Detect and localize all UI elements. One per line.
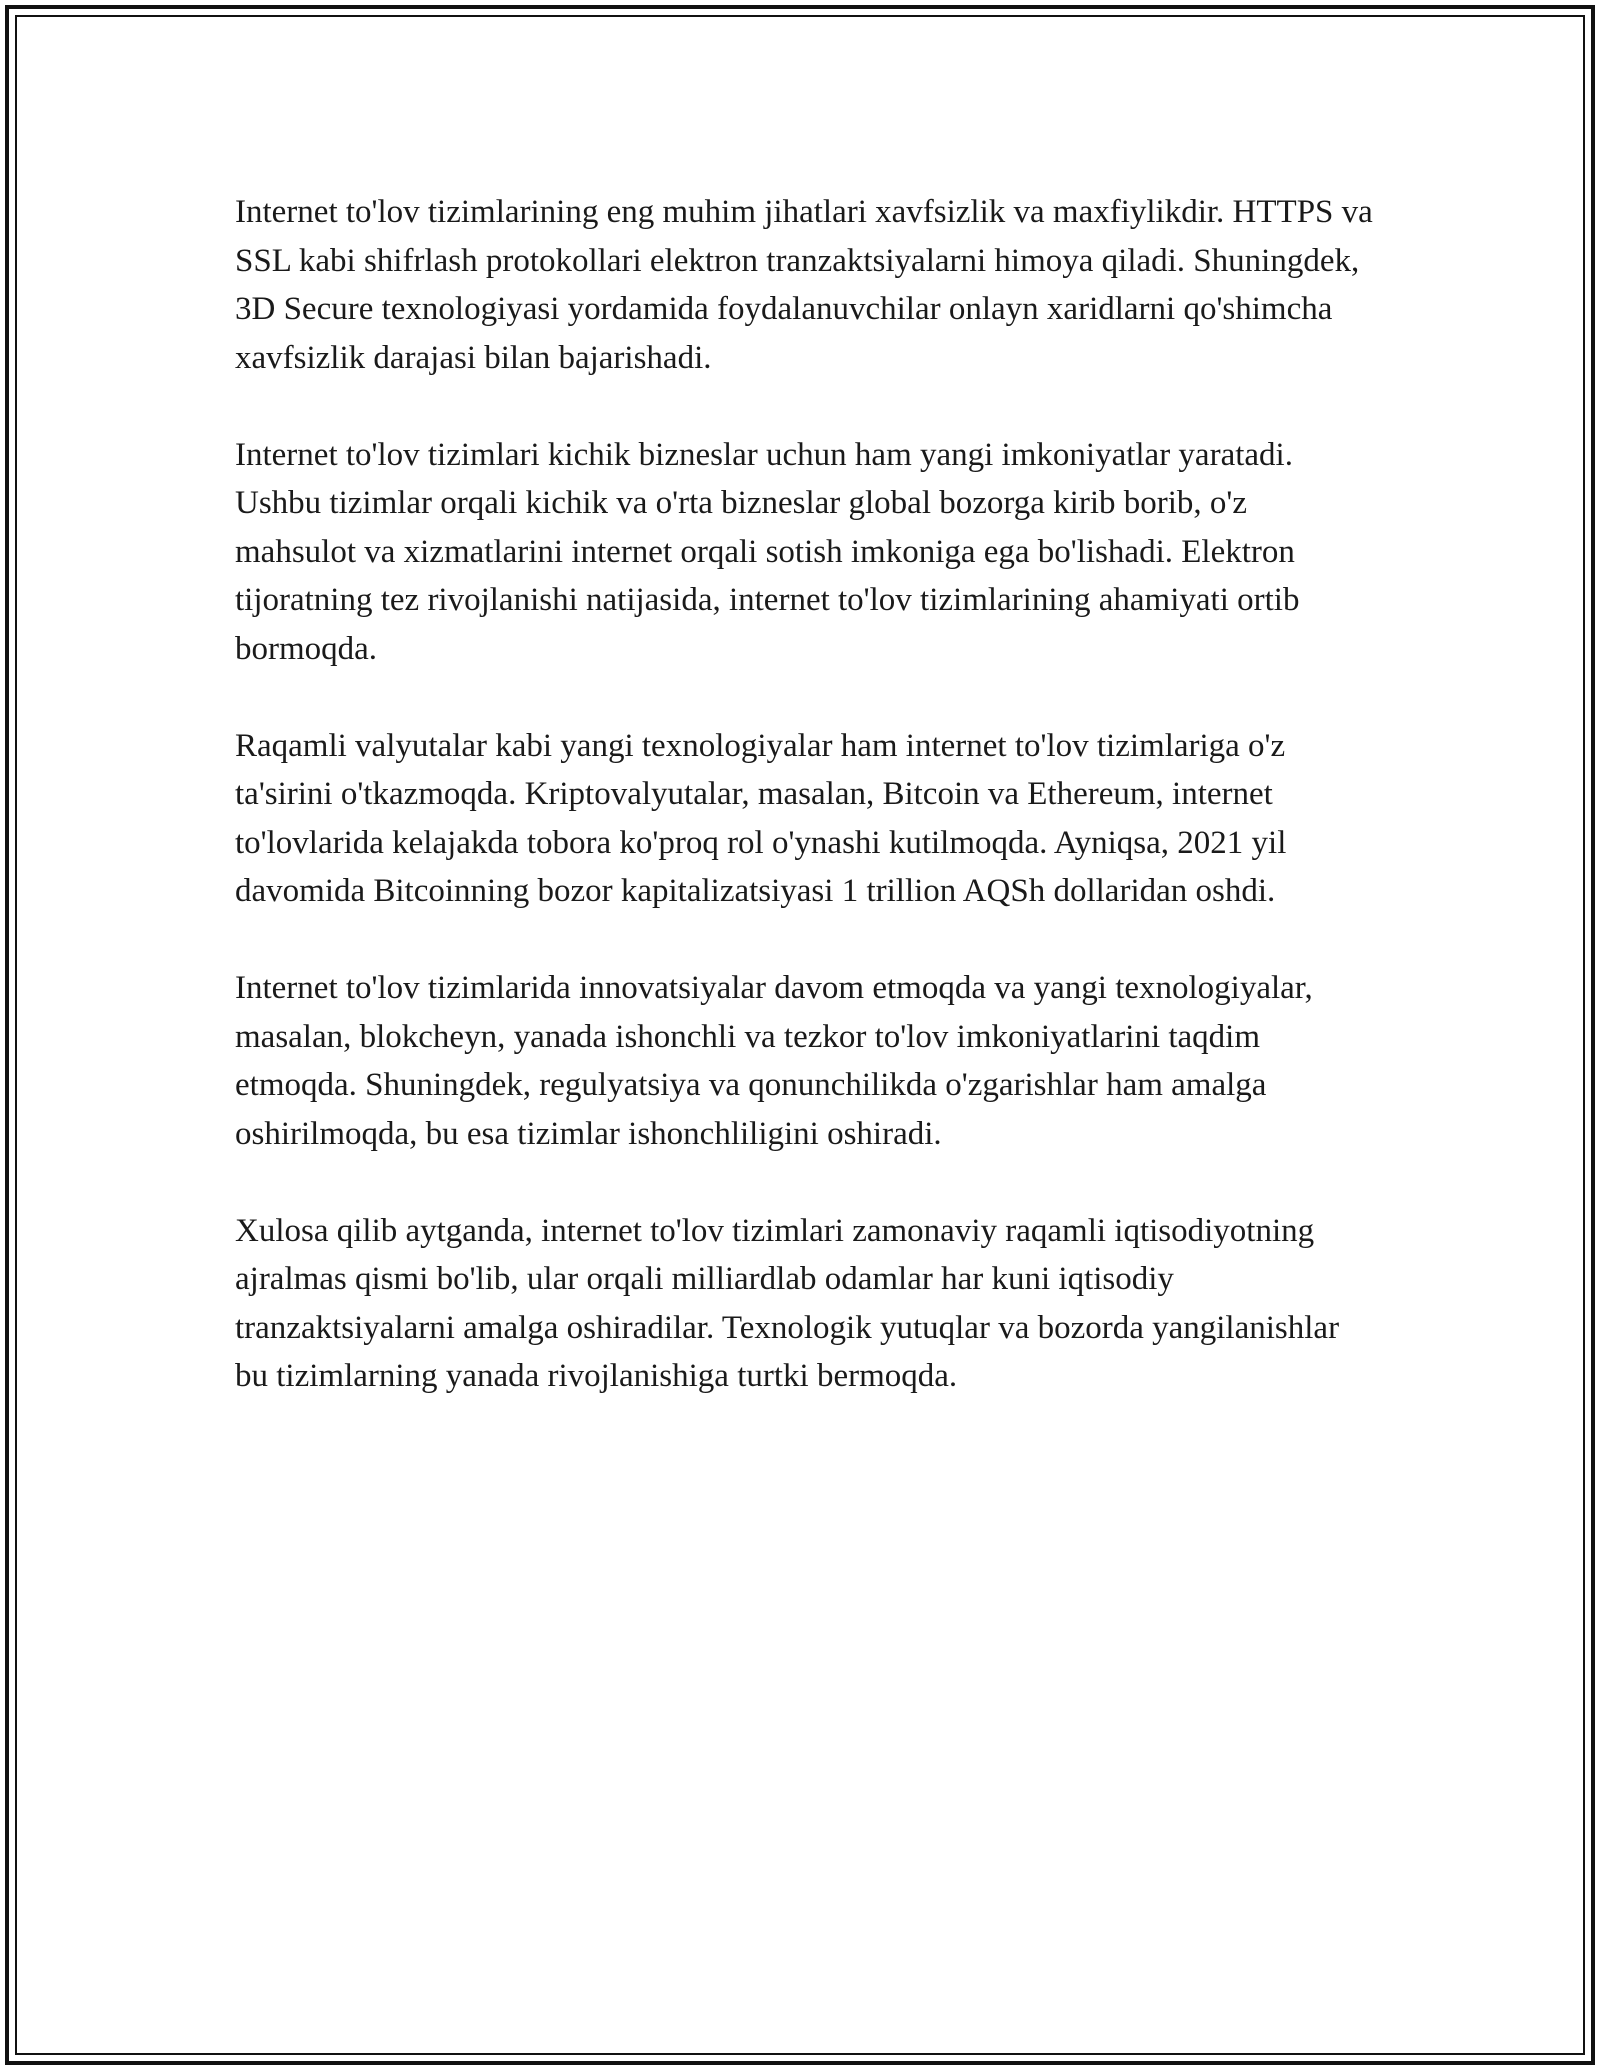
document-body (235, 188, 1375, 1449)
paragraph-conclusion: Xulosa qilib aytganda, internet to'lov tizimlari zamonaviy raqamli iqtisodiyotning ajralmas qismi bo'lib, ular orqali milliardlab odamlar har kuni iqtisodiy tranzaktsiyalarni amalga oshiradilar. Texnologik yutuqlar va bozorda yangilanishlar bu tizimlarning yanada rivojlanishiga turtki bermoqda. (235, 1212, 1340, 1394)
paragraph-digital-currencies: Raqamli valyutalar kabi yangi texnologiyalar ham internet to'lov tizimlariga o'z ta'sirini o'tkazmoqda. Kriptovalyutalar, masalan, Bitcoin va Ethereum, internet to'lovlarida kelajakda tobora ko'proq rol o'ynashi kutilmoqda. Ayniqsa, 2021 yil davomida Bitcoinning bozor kapitalizatsiyasi 1 trillion AQSh dollaridan oshdi. (235, 727, 1287, 909)
paragraph-small-business: Internet to'lov tizimlari kichik bizneslar uchun ham yangi imkoniyatlar yaratadi. Ushbu tizimlar orqali kichik va o'rta bizneslar global bozorga kirib borib, o'z mahsulot va xizmatlarini internet orqali sotish imkoniga ega bo'lishadi. Elektron tijoratning tez rivojlanishi natijasida, internet to'lov tizimlarining ahamiyati ortib bormoqda. (235, 436, 1300, 667)
paragraph-innovations: Internet to'lov tizimlarida innovatsiyalar davom etmoqda va yangi texnologiyalar, masalan, blokcheyn, yanada ishonchli va tezkor to'lov imkoniyatlarini taqdim etmoqda. Shuningdek, regulyatsiya va qonunchilikda o'zgarishlar ham amalga oshirilmoqda, bu esa tizimlar ishonchliligini oshiradi. (235, 970, 1313, 1152)
paragraph-security: Internet to'lov tizimlarining eng muhim jihatlari xavfsizlik va maxfiylikdir. HTTPS va SSL kabi shifrlash protokollari elektron tranzaktsiyalarni himoya qiladi. Shuningdek, 3D Secure texnologiyasi yordamida foydalanuvchilar onlayn xaridlarni qo'shimcha xavfsizlik darajasi bilan bajarishadi. (235, 194, 1373, 376)
